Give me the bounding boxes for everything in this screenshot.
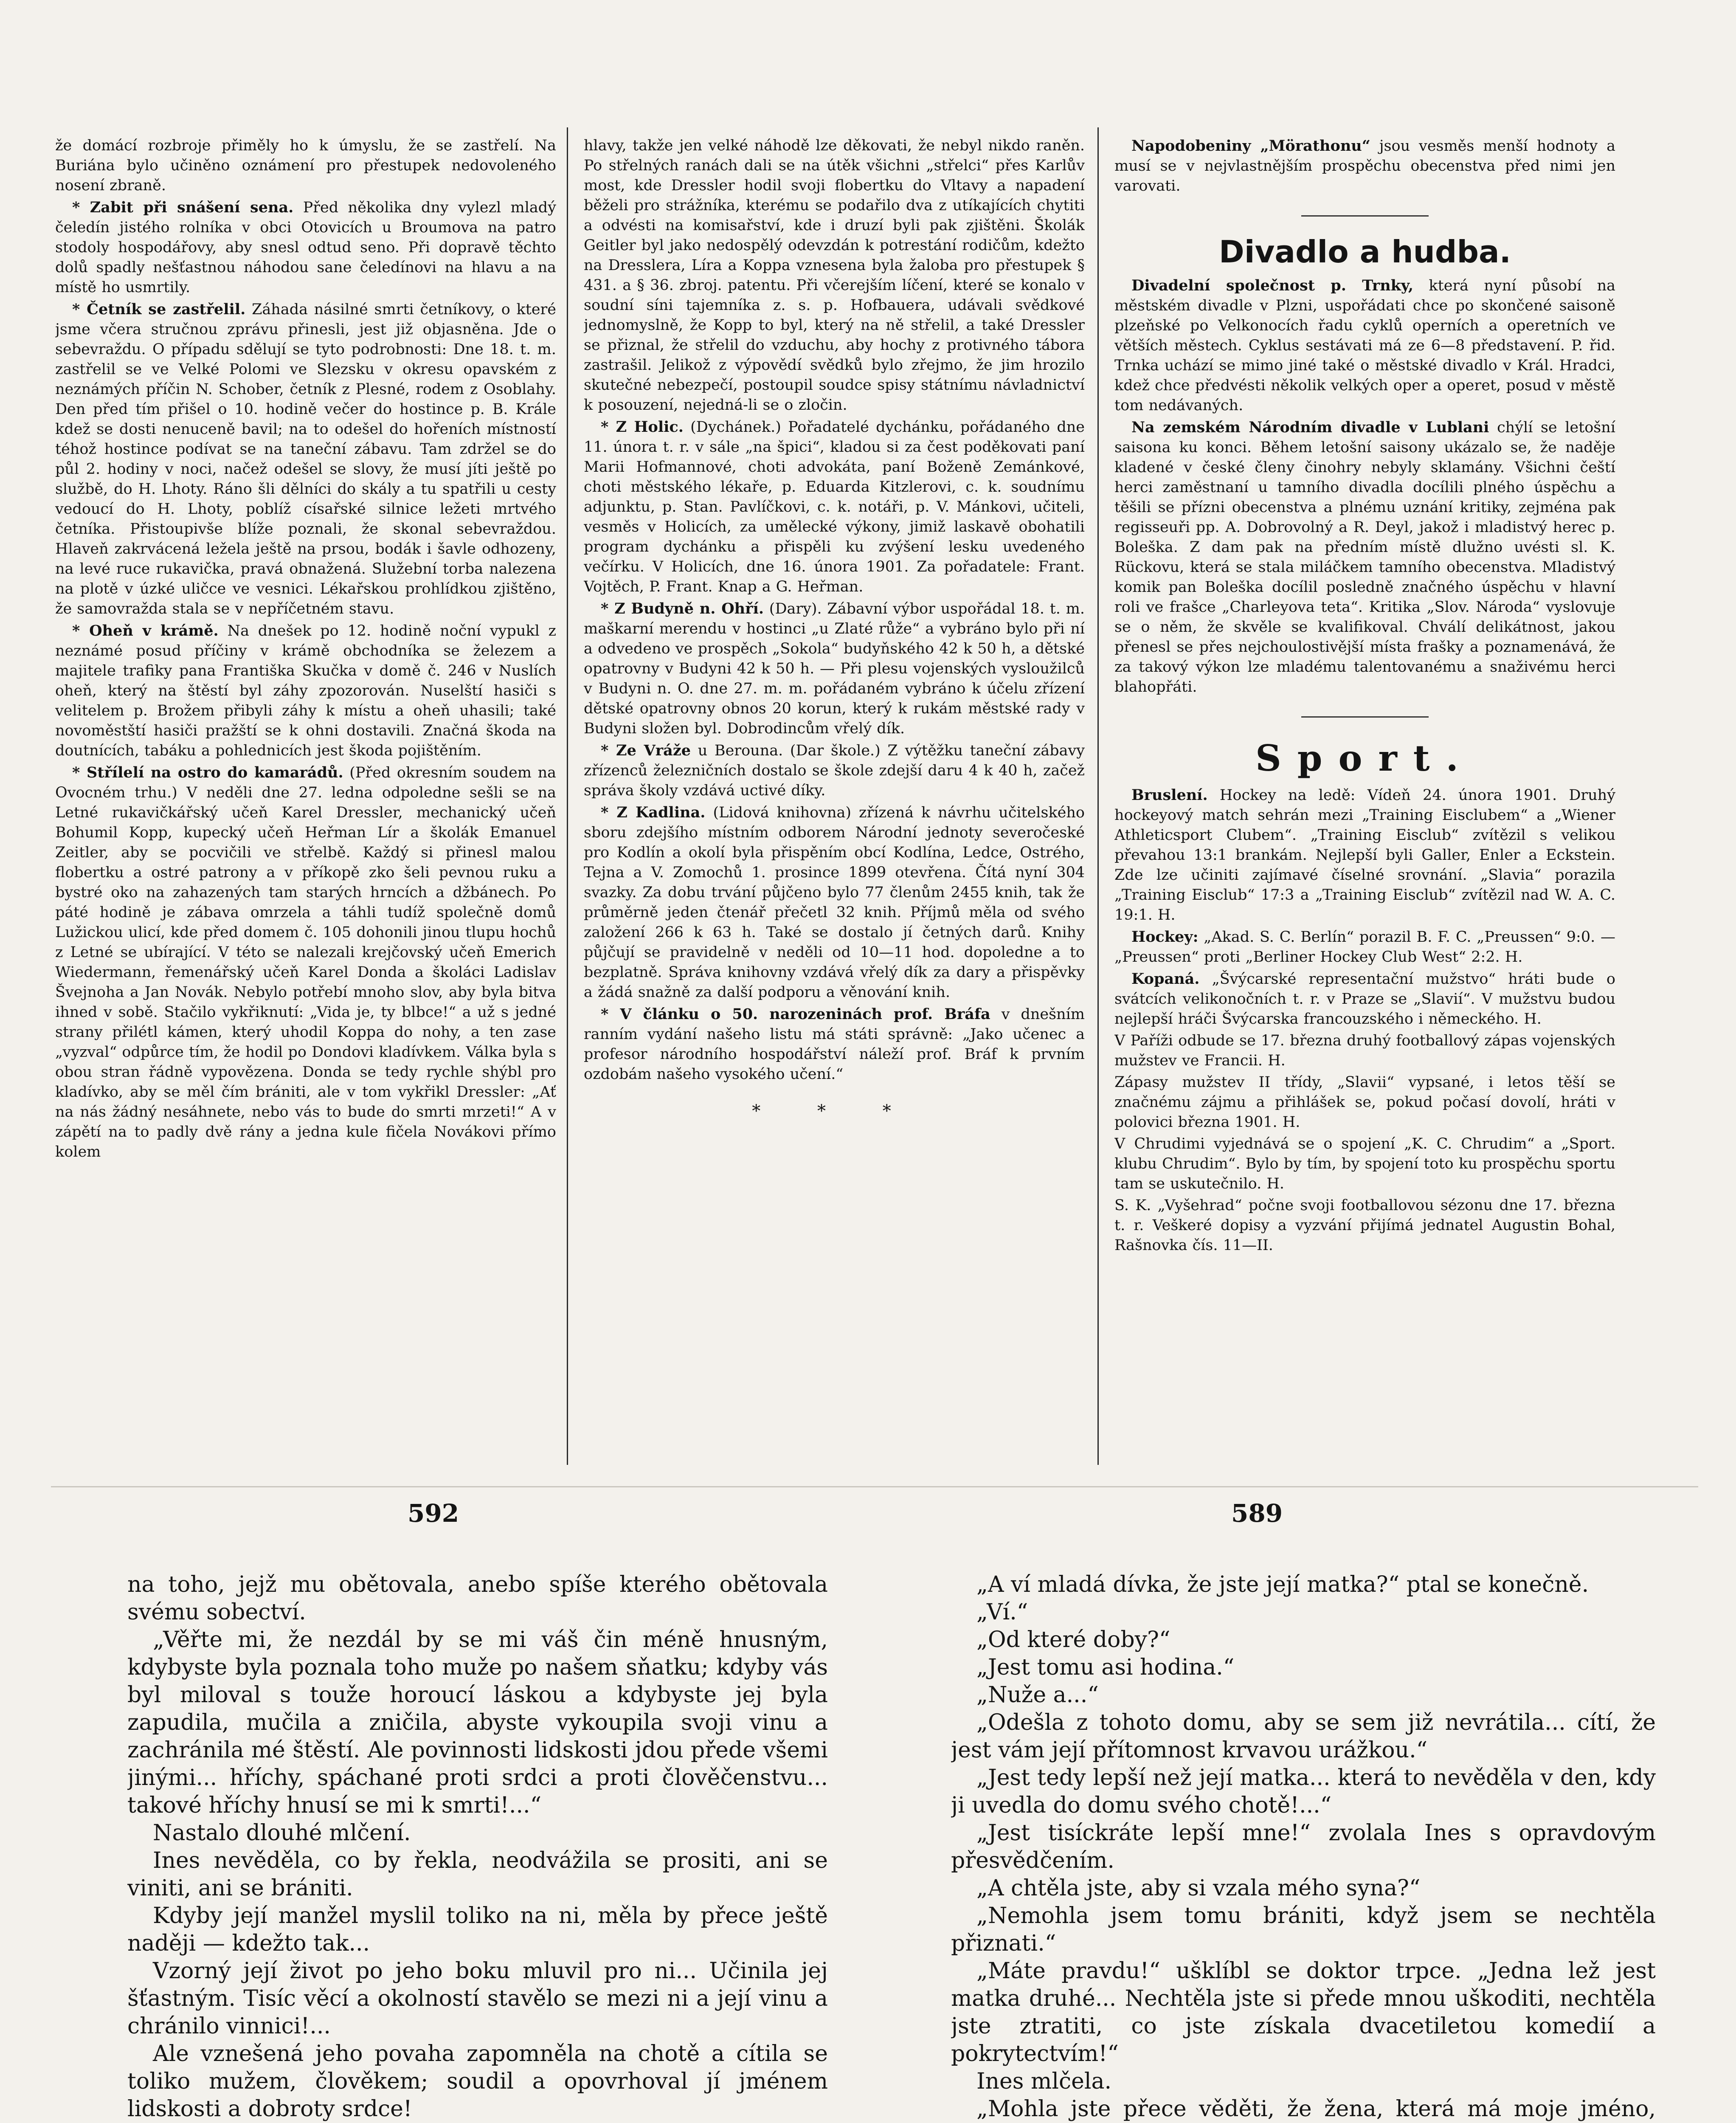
news-paragraph bbox=[1114, 927, 1615, 967]
column-rule-1 bbox=[567, 127, 568, 1465]
news-paragraph bbox=[1114, 1134, 1615, 1194]
news-paragraph bbox=[1114, 1073, 1615, 1132]
book-paragraph: „Jest tomu asi hodina.“ bbox=[976, 1655, 1235, 1680]
left-book-page bbox=[127, 1571, 828, 2123]
section-heading-sport: Sport. bbox=[1255, 737, 1474, 779]
news-headline: Napodobeniny „Mörathonu“ bbox=[1131, 137, 1370, 155]
news-text: (Před okresním soudem na Ovocném trhu.) V neděli dne 27. ledna odpoledne sešli se na Letné rukavičkářský učeň Karel Dressler, mechanický učeň Bohumil Kopp, kupecký učeň Heřman Lír a školák Emanuel Zeitler, aby se pocvičili ve střelbě. Každý si přinesl malou flobertku a ostré patrony a v příkopě zko šeli pevnou ruku a bystré oko na zahazených tam starých hrncích a džbánech. Po páté hodině je zábava omrzela a táhli tudíž společně domů Lužickou ulicí, kde před domem č. 105 dohonili jinou tlupu hochů z Letné se ubírající. V této se nalezali krejčovský učeň Emerich Wiedermann, řemenářský učeň Karel Donda a školáci Ladislav Švejnoha a Jan Novák. Nebylo potřebí mnoho slov, aby byla bitva ihned v sobě. Stačilo vykřiknutí: „Vida je, ty blbce!“ a už s jedné strany přilétl kámen, který uhodil Koppa do nohy, a ten zase „vyzval“ odpůrce tím, že hodil po Dondovi kladívkem. Válka byla s obou stran řádně vypovězena. Donda se tedy rychle shýbl pro kladívko, aby se měl čím brániti, ale v tom vykřikl Dressler: „Ať na nás žádný nesáhnete, nebo vás to bude do smrti mrzeti!“ A v zápětí na to padly dvě rány a jedna kule fičela Novákovi přímo kolem bbox=[55, 764, 556, 1160]
book-paragraph: „Jest tedy lepší než její matka... která to nevěděla v den, kdy ji uvedla do domu svého chotě!...“ bbox=[951, 1765, 1656, 1818]
news-paragraph bbox=[584, 802, 1085, 1002]
news-text: v dnešním ranním vydání našeho listu má státi správně: „Jako učenec a profesor národního hospodářství náleží prof. Bráf k prvním ozdobám našeho vysokého učení.“ bbox=[584, 1006, 1085, 1083]
book-paragraph: „Nuže a...“ bbox=[976, 1682, 1099, 1708]
news-text: Před několika dny vylezl mladý čeledín jistého rolníka v obci Otovicích u Broumova na patro stodoly hospodářovy, aby snesl odtud seno. Při dopravě těchto dolů spadly nešťastnou náhodou sane čeledínovi na hlavu a na místě ho usmrtily. bbox=[55, 199, 556, 296]
page-fold-line bbox=[51, 1486, 1698, 1487]
news-paragraph bbox=[55, 136, 556, 196]
upper-column-3 bbox=[1114, 136, 1615, 1469]
news-headline: Kopaná. bbox=[1131, 970, 1200, 988]
news-paragraph bbox=[1114, 136, 1615, 196]
news-headline: * Oheň v krámě. bbox=[72, 622, 219, 639]
right-book-page bbox=[951, 1571, 1656, 2123]
upper-column-1 bbox=[55, 136, 556, 1469]
news-text: Hockey na ledě: Vídeň 24. února 1901. Druhý hockeyový match sehrán mezi „Training Eisclubem“ a „Wiener Athleticsport Clubem“. „Training Eisclub“ zvítězil s velikou převahou 13:1 brankám. Nejlepší byli Galler, Enler a Eckstein. Zde lze učiniti zajímavé číselné srovnání. „Slavia“ porazila „Training Eisclub“ 17:3 a „Training Eisclub“ zvítězil nad W. A. C. 19:1. H. bbox=[1114, 787, 1615, 924]
right-page-number: 589 bbox=[1231, 1499, 1283, 1528]
news-text: (Dychánek.) Pořadatelé dychánku, pořádaného dne 11. února t. r. v sále „na špici“, kladou si za čest poděkovati paní Marii Hofmannové, choti advokáta, paní Boženě Zemánkové, choti městského lékaře, p. Eduarda Kitzlerovi, c. k. soudnímu adjunktu, p. Stan. Pavlíčkovi, c. k. notáři, p. V. Mánkovi, učiteli, vesměs v Holicích, za umělecké výkony, jimiž laskavě obohatili program dychánku a přispěli ku zvýšení lesku uvedeného večírku. V Holicích, dne 16. února 1901. Za pořadatele: Frant. Vojtěch, P. Frant. Knap a G. Heřman. bbox=[584, 419, 1085, 595]
book-paragraph: „Ví.“ bbox=[976, 1599, 1028, 1625]
book-paragraph: „Od které doby?“ bbox=[976, 1627, 1170, 1653]
news-headline: Divadelní společnost p. Trnky, bbox=[1131, 277, 1414, 294]
news-paragraph bbox=[55, 299, 556, 619]
book-paragraph: „A ví mladá dívka, že jste její matka?“ ptal se konečně. bbox=[976, 1572, 1589, 1597]
news-text: „Švýcarské representační mužstvo“ hráti bude o svátcích velikonočních t. r. v Praze se „Slavií“. V mužstvu budou nejlepší hráči Švýcarska francouzského i německého. H. bbox=[1114, 971, 1615, 1028]
news-paragraph bbox=[584, 1004, 1085, 1084]
news-headline: * Ze Vráže bbox=[601, 742, 691, 759]
news-paragraph bbox=[55, 197, 556, 298]
news-headline: * Z Holic. bbox=[601, 418, 684, 436]
book-paragraph: Vzorný její život po jeho boku mluvil pro ni... Učinila jej šťastným. Tisíc věcí a okolností stavělo se mezi ni a její vinu a chránilo vinnici!... bbox=[127, 1958, 828, 2039]
news-headline: * Střílelí na ostro do kamarádů. bbox=[72, 764, 343, 781]
book-paragraph: „Odešla z tohoto domu, aby se sem již nevrátila... cítí, že jest vám její přítomnost krvavou urážkou.“ bbox=[951, 1710, 1656, 1763]
news-paragraph bbox=[584, 136, 1085, 415]
book-paragraph: „A chtěla jste, aby si vzala mého syna?“ bbox=[976, 1875, 1421, 1901]
separator-stars: * * * bbox=[752, 1101, 917, 1121]
left-page-number: 592 bbox=[408, 1499, 459, 1528]
news-text: Zápasy mužstev II třídy, „Slavii“ vypsané, i letos těší se značnému zájmu a přihlášek se, pokud počasí dovolí, hráti v polovici března 1901. H. bbox=[1114, 1074, 1615, 1131]
book-paragraph: na toho, jejž mu obětovala, anebo spíše kterého obětovala svému sobectví. bbox=[127, 1572, 828, 1625]
news-text: S. K. „Vyšehrad“ počne svoji footballovou sézonu dne 17. března t. r. Veškeré dopisy a vyzvání přijímá jednatel Augustin Bohal, Rašnovka čís. 11—II. bbox=[1114, 1197, 1615, 1254]
book-paragraph: „Jest tisíckráte lepší mne!“ zvolala Ines s opravdovým přesvědčením. bbox=[951, 1820, 1656, 1873]
news-paragraph bbox=[584, 599, 1085, 739]
news-paragraph bbox=[55, 763, 556, 1162]
news-text: Záhada násilné smrti četníkovy, o které jsme včera stručnou zprávu přinesli, jest již objasněna. Jde o sebevraždu. O případu sdělují se tyto podrobnosti: Dne 18. t. m. zastřelil se ve Velké Polomi ve Slezsku v okresu opavském z neznámých příčin N. Schober, četník z Plesné, rodem z Osoblahy. Den před tím přišel o 10. hodině večer do hostince p. B. Krále kdež se dosti nenuceně bavil; na to odešel do hořeních místností téhož hostince podívat se na taneční zábavu. Tam zdržel se do půl 2. hodiny v noci, načež odešel se slovy, že musí jíti ještě po službě, do H. Lhoty. Ráno šli dělníci do skály a tu spatřili u cesty vedoucí do H. Lhoty, poblíž císařské silnice ležeti mrtvého četníka. Přistoupivše blíže poznali, že skonal sebevraždou. Hlaveň zakrvácená ležela ještě na prsou, bodák i šavle odhozeny, na levé ruce rukavička, pravá obnažená. Služební torba nalezena na plotě v úzké uličce ve vesnici. Lékařskou prohlídkou zjištěno, že samovražda stala se v nepříčetném stavu. bbox=[55, 301, 556, 617]
news-headline: Hockey: bbox=[1131, 928, 1199, 946]
book-paragraph: Ines nevěděla, co by řekla, neodvážila se prositi, ani se viniti, ani se brániti. bbox=[127, 1848, 828, 1901]
news-paragraph bbox=[584, 417, 1085, 597]
book-paragraph: „Věřte mi, že nezdál by se mi váš čin méně hnusným, kdybyste byla poznala toho muže po našem sňatku; kdyby vás byl miloval s touže horoucí láskou a kdybyste jej byla zapudila, mučila a zničila, abyste vykoupila svoji vinu a zachránila mé štěstí. Ale povinnosti lidskosti jdou přede všemi jinými... hříchy, spáchané proti srdci a proti člověčenstvu... takové hříchy hnusí se mi k smrti!...“ bbox=[127, 1627, 828, 1818]
news-text: (Lidová knihovna) zřízená k návrhu učitelského sboru zdejšího místním odborem Národní jednoty severočeské pro Kodlín a okolí byla přispěním obcí Kodlína, Ledce, Ostrého, Tejna a V. Zomochů 1. prosince 1899 otevřena. Čítá nyní 304 svazky. Za dobu trvání půjčeno bylo 77 členům 2455 knih, tak že průměrně jeden čtenář přečetl 32 knih. Příjmů měla od svého založení 266 k 63 h. Také se dostalo jí četných darů. Knihy půjčují se pravidelně v neděli od 10—11 hod. dopoledne a to bezplatně. Správa knihovny vzdává vřelý dík za dary a přispěvky a žádá snažně za další podporu a věnování knih. bbox=[584, 804, 1085, 1001]
news-text: chýlí se letošní saisona ku konci. Během letošní saisony ukázalo se, že naděje kladené v české členy činohry nebyly sklamány. Všichni čeští herci zaměstnaní u tamního divadla docílili plného úspěchu a těšili se přízni obecenstva a plnému uznání kritiky, zejména pak regisseuři pp. A. Dobrovolný a R. Deyl, jakož i mladistvý herec p. Boleška. Z dam pak na předním místě dlužno uvésti sl. K. Rückovu, která se stala miláčkem tamního obecenstva. Mladistvý komik pan Boleška docílil posledně značného úspěchu v hlavní roli ve frašce „Charleyova teta“. Kritika „Slov. Národa“ vyslovuje se o něm, že skvěle se kvalifikoval. Chválí delikátnost, jakou přenesl se přes nejchoulostivější místa frašky a poznamenává, že za takový výkon lze mladému talentovanému a snaživému herci blahopřáti. bbox=[1114, 419, 1615, 695]
news-paragraph bbox=[1114, 785, 1615, 925]
news-paragraph bbox=[55, 621, 556, 761]
divider bbox=[1114, 707, 1615, 726]
news-text: V Chrudimi vyjednává se o spojení „K. C. Chrudim“ a „Sport. klubu Chrudim“. Bylo by tím, by spojení toto ku prospěchu sportu tam se uskutečnilo. H. bbox=[1114, 1135, 1615, 1192]
news-headline: Na zemském Národním divadle v Lublani bbox=[1131, 419, 1489, 436]
book-paragraph: Kdyby její manžel myslil toliko na ni, měla by přece ještě naději — kdežto tak... bbox=[127, 1903, 828, 1956]
news-text: „Akad. S. C. Berlín“ porazil B. F. C. „Preussen“ 9:0. — „Preussen“ proti „Berliner Hockey Club West“ 2:2. H. bbox=[1114, 929, 1615, 966]
news-text: (Dary). Zábavní výbor uspořádal 18. t. m. maškarní merendu v hostinci „u Zlaté růže“ a vybráno bylo při ní a odvedeno ve prospěch „Sokola“ budyňského 42 k 50 h, a dětské opatrovny v Budyni 42 k 50 h. — Při plesu vojenských vysloužilců v Budyni n. O. dne 27. m. m. pořádaném vybráno k účelu zřízení dětské opatrovny obnos 20 korun, který k rukám městské rady v Budyni složen byl. Dobrodincům vřelý dík. bbox=[584, 600, 1085, 737]
news-paragraph bbox=[1114, 1196, 1615, 1256]
book-paragraph: „Nemohla jsem tomu brániti, když jsem se nechtěla přiznati.“ bbox=[951, 1903, 1656, 1956]
book-paragraph: Ines mlčela. bbox=[976, 2069, 1112, 2094]
book-paragraph: „Máte pravdu!“ ušklíbl se doktor trpce. „Jedna lež jest matka druhé... Nechtěla jste si přede mnou uškoditi, nechtěla jste ztratiti, co jste získala dvacetiletou komedií a pokrytectvím!“ bbox=[951, 1958, 1656, 2067]
news-paragraph bbox=[1114, 969, 1615, 1029]
book-paragraph: Ale vznešená jeho povaha zapomněla na chotě a cítila se toliko mužem, člověkem; soudil a opovrhoval jí jménem lidskosti a dobroty srdce! bbox=[127, 2041, 828, 2122]
book-paragraph: „Mohla jste přece věděti, že žena, která má moje jméno, bbox=[976, 2096, 1656, 2122]
news-headline: * Z Budyně n. Ohří. bbox=[601, 600, 764, 617]
column-rule-2 bbox=[1097, 127, 1099, 1465]
news-headline: * Četník se zastřelil. bbox=[72, 301, 246, 318]
news-paragraph bbox=[584, 741, 1085, 801]
news-text: jsou vesměs menší hodnoty a musí se v nejvlastnějším prospěchu obecenstva před nimi jen varovati. bbox=[1114, 138, 1615, 194]
news-text: V Paříži odbude se 17. března druhý footballový zápas vojenských mužstev ve Francii. H. bbox=[1114, 1032, 1615, 1069]
news-paragraph bbox=[1114, 1031, 1615, 1071]
news-text: která nyní působí na městském divadle v Plzni, uspořádati chce po skončené saisoně plzeňské po Velkonocích řadu cyklů operních a operetních ve větších městech. Cyklus sestávati má ze 6—8 představení. P. řid. Trnka uchází se mimo jiné také o městské divadlo v Král. Hradci, kdež chce předvésti několik velkých oper a operet, posud v městě tom nedávaných. bbox=[1114, 277, 1615, 414]
book-paragraph: Nastalo dlouhé mlčení. bbox=[153, 1820, 411, 1846]
news-headline: * V článku o 50. narozeninách prof. Bráfa bbox=[601, 1005, 990, 1023]
news-text: hlavy, takže jen velké náhodě lze děkovati, že nebyl nikdo raněn. Po střelných ranách dali se na útěk všichni „střelci“ přes Karlův most, kde Dressler hodil svoji flobertku do Vltavy a napadení běželi pro strážníka, kterému se podařilo dva z utíkajících chytiti a odvésti na komisařství, kde i druzí byli pak zjištěni. Školák Geitler byl jako nedospělý odevzdán k potrestání rodičům, kdežto na Dresslera, Líra a Koppa vznesena byla žaloba pro přestupek § 431. a § 36. zbroj. patentu. Při včerejším líčení, které se konalo v soudní síni tajemníka z. s. p. Hofbauera, udávali svědkové jednomyslně, že Kopp to byl, který na ně střelil, a také Dressler se přiznal, že střelil do vzduchu, aby hochy z protivného tábora zastrašil. Jelikož z výpovědí svědků bylo zřejmo, že jim hrozilo skutečné nebezpečí, postoupil soudce spisy státnímu návladnictví k posouzení, nejedná-li se o zločin. bbox=[584, 137, 1085, 414]
divider bbox=[1114, 206, 1615, 225]
news-headline: Bruslení. bbox=[1131, 786, 1208, 804]
news-text: u Berouna. (Dar škole.) Z výtěžku taneční zábavy zřízenců železničních dostalo se škole zdejší daru 4 k 40 h, začež správa školy vzdává uctivé díky. bbox=[584, 742, 1085, 799]
news-headline: * Z Kadlina. bbox=[601, 804, 706, 821]
section-heading-divadlo: Divadlo a hudba. bbox=[1219, 234, 1511, 270]
news-headline: * Zabit při snášení sena. bbox=[72, 199, 294, 216]
news-text: Na dnešek po 12. hodině noční vypukl z neznámé posud příčiny v krámě obchodníka se železem a majitele trafiky pana Františka Skučka v domě č. 246 v Nuslích oheň, který na štěstí byl záhy zpozorován. Nuselští hasiči s velitelem p. Brožem přibyli záhy k místu a oheň uhasili; také novoměstští hasiči pražští se k ohni dostavili. Značná škoda na doutnících, tabáku a pohlednicích jest škoda pojištěním. bbox=[55, 622, 556, 759]
upper-column-2 bbox=[584, 136, 1085, 1469]
news-paragraph bbox=[1114, 417, 1615, 697]
news-text: že domácí rozbroje přiměly ho k úmyslu, že se zastřelí. Na Buriána bylo učiněno oznámení pro přestupek nedovoleného nosení zbraně. bbox=[55, 137, 556, 194]
news-paragraph bbox=[1114, 276, 1615, 416]
